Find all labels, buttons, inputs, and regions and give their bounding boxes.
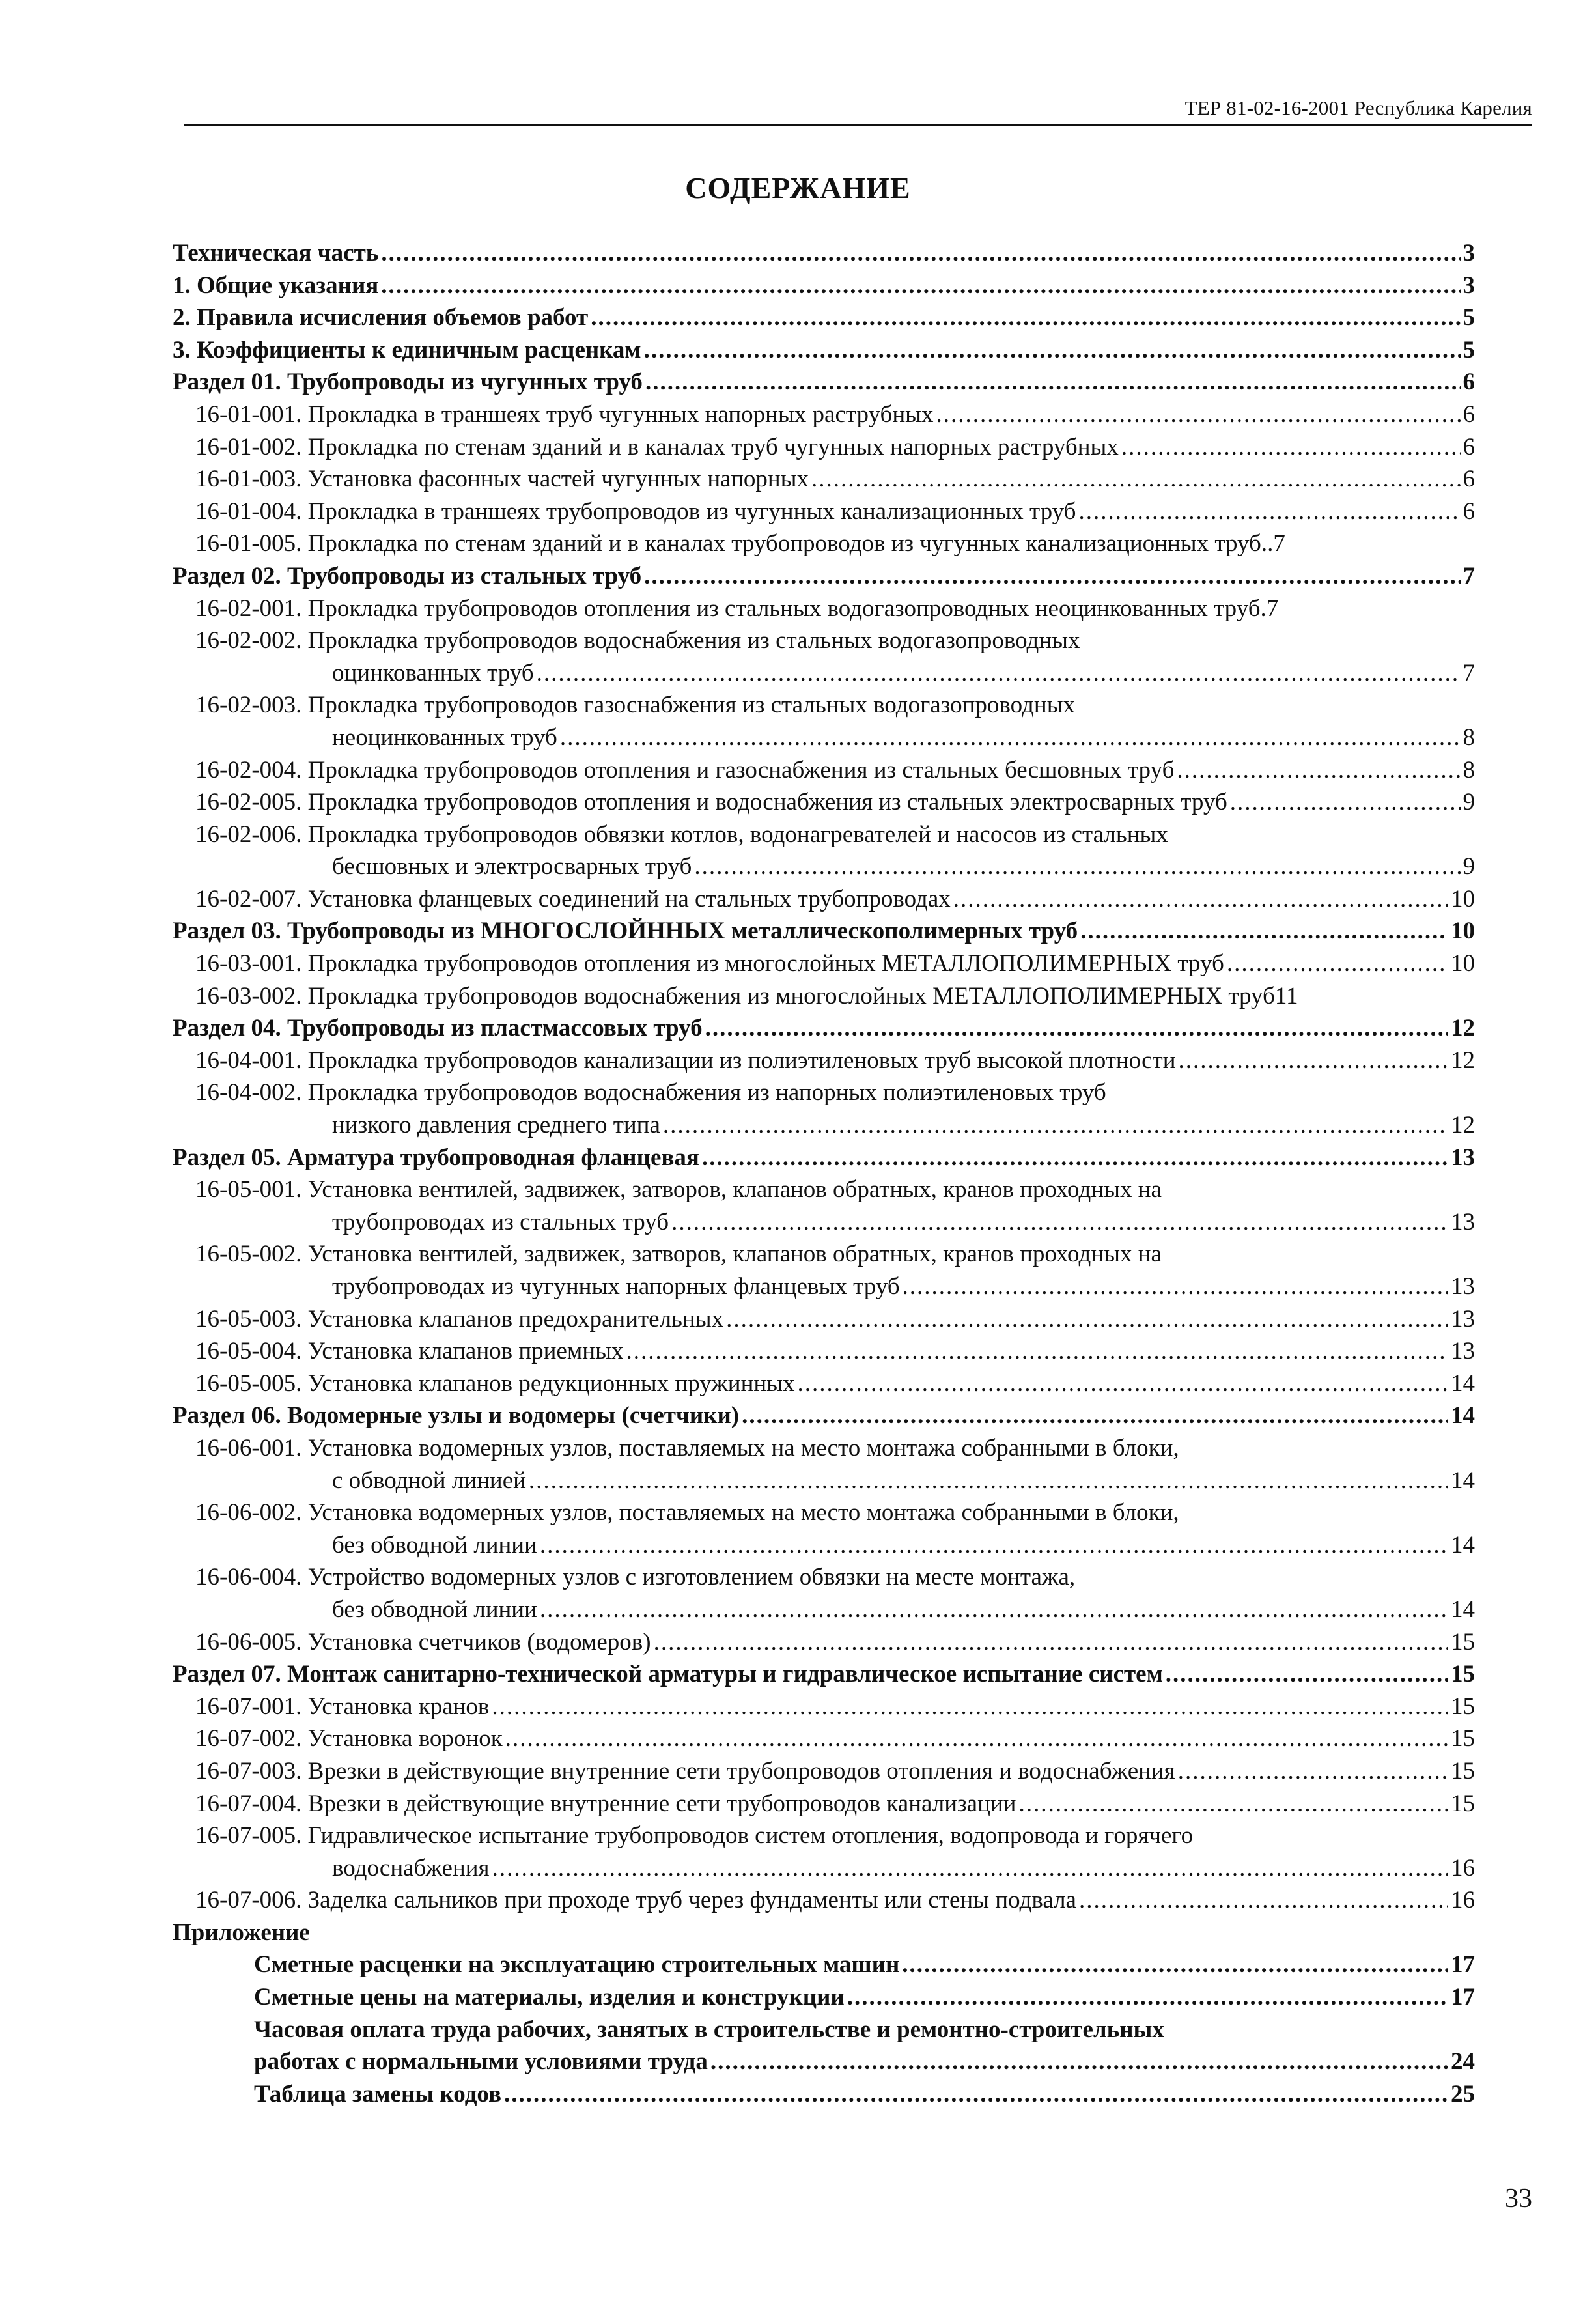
toc-dot-leader	[644, 560, 1460, 593]
toc-entry	[173, 1303, 1475, 1336]
toc-entry	[173, 1788, 1475, 1820]
toc-entry	[173, 463, 1475, 496]
toc-entry	[173, 689, 1475, 722]
toc-entry-title: 16-05-003. Установка клапанов предохранительных	[195, 1305, 724, 1332]
toc-entry-page: 12	[1451, 1015, 1475, 1042]
toc-entry-title: 1. Общие указания	[173, 272, 379, 299]
toc-entry-page: 3	[1463, 240, 1475, 266]
toc-entry	[173, 786, 1475, 819]
toc-entry	[173, 560, 1475, 593]
toc-entry-title: 16-07-005. Гидравлическое испытание трубопроводов систем отопления, водопровода и горячего	[195, 1822, 1194, 1850]
toc-entry-title: Раздел 02. Трубопроводы из стальных труб	[173, 562, 642, 589]
page-number: 33	[1505, 2184, 1532, 2214]
page-title: СОДЕРЖАНИЕ	[685, 171, 911, 204]
toc-entry-title: с обводной линией	[332, 1467, 526, 1494]
toc-dot-leader	[694, 851, 1460, 883]
toc-entry-page: 6	[1463, 498, 1475, 525]
toc-entry	[173, 1723, 1475, 1755]
toc-dot-leader	[645, 366, 1461, 399]
toc-entry	[173, 593, 1475, 625]
toc-entry	[173, 1755, 1475, 1788]
toc-entry-page: 12	[1451, 1112, 1475, 1139]
toc-entry-page: 14	[1451, 1531, 1475, 1558]
toc-entry-title: 16-07-004. Врезки в действующие внутренние сети трубопроводов канализации	[195, 1790, 1016, 1817]
toc-dot-leader	[936, 399, 1461, 431]
toc-entry-title: Раздел 07. Монтаж санитарно-технической арматуры и гидравлическое испытание систем	[173, 1661, 1163, 1688]
toc-entry	[173, 754, 1475, 787]
toc-dot-leader	[1178, 1755, 1448, 1788]
toc-entry-title: без обводной линии	[332, 1596, 537, 1623]
toc-entry-page: 13	[1451, 1273, 1475, 1300]
toc-entry	[173, 334, 1475, 367]
toc-entry-page: 5	[1463, 336, 1475, 363]
toc-dot-leader	[811, 463, 1460, 496]
toc-entry-title: 16-01-003. Установка фасонных частей чугунных напорных	[195, 466, 809, 493]
toc-entry-title: 2. Правила исчисления объемов работ	[173, 304, 589, 331]
toc-entry-page: 14	[1451, 1596, 1475, 1623]
toc-entry-page: 13	[1451, 1208, 1475, 1235]
toc-entry-page: 10	[1451, 950, 1475, 978]
toc-dot-leader	[1227, 948, 1448, 980]
toc-entry-title: 16-04-002. Прокладка трубопроводов водоснабжения из напорных полиэтиленовых труб	[195, 1079, 1106, 1106]
toc-entry-title: 16-06-002. Установка водомерных узлов, поставляемых на место монтажа собранными в блоки,	[195, 1499, 1179, 1527]
toc-entry-title: Часовая оплата труда рабочих, занятых в строительстве и ремонтно-строительных	[254, 2016, 1164, 2043]
toc-entry	[173, 2078, 1475, 2111]
toc-dot-leader	[1080, 915, 1448, 948]
toc-dot-leader	[1079, 1884, 1448, 1917]
toc-dot-leader	[953, 883, 1448, 916]
toc-dot-leader	[671, 1206, 1448, 1239]
toc-entry-page: 6	[1463, 433, 1475, 460]
toc-dot-leader	[381, 237, 1460, 270]
toc-dot-leader	[537, 657, 1461, 690]
toc-entry	[173, 2046, 1475, 2078]
toc-entry	[173, 1109, 1475, 1142]
toc-entry	[173, 1949, 1475, 1981]
toc-entry	[173, 496, 1475, 528]
toc-entry-title: Сметные расценки на эксплуатацию строительных машин	[254, 1951, 900, 1979]
toc-entry-page: 16	[1451, 1854, 1475, 1881]
toc-entry-title: 16-05-001. Установка вентилей, задвижек, затворов, клапанов обратных, кранов проходных на	[195, 1176, 1162, 1204]
toc-entry-page: 8	[1463, 756, 1475, 783]
toc-dot-leader	[1166, 1658, 1448, 1691]
table-of-contents	[173, 237, 1475, 2110]
toc-entry-page: 13	[1451, 1305, 1475, 1332]
toc-entry	[173, 1594, 1475, 1626]
toc-entry-page: 9	[1463, 789, 1475, 816]
toc-entry	[173, 915, 1475, 948]
toc-entry-page: 15	[1451, 1628, 1475, 1656]
toc-dot-leader	[504, 2078, 1448, 2111]
toc-entry-title: 16-04-001. Прокладка трубопроводов канализации из полиэтиленовых труб высокой плотности	[195, 1047, 1176, 1074]
toc-entry	[173, 1335, 1475, 1368]
toc-dot-leader	[847, 1981, 1448, 2014]
toc-entry-title: трубопроводах из чугунных напорных фланцевых труб	[332, 1273, 900, 1300]
toc-entry-page: 10	[1451, 918, 1475, 945]
toc-entry	[173, 980, 1475, 1013]
toc-entry	[173, 819, 1475, 851]
toc-entry	[173, 1884, 1475, 1917]
toc-entry-page: 14	[1451, 1370, 1475, 1397]
toc-entry-title: 16-02-003. Прокладка трубопроводов газоснабжения из стальных водогазопроводных	[195, 692, 1076, 719]
toc-entry	[173, 1691, 1475, 1723]
toc-entry-title: Раздел 03. Трубопроводы из МНОГОСЛОЙННЫХ металлическополимерных труб	[173, 918, 1078, 945]
toc-entry	[173, 2014, 1475, 2046]
toc-dot-leader	[560, 722, 1461, 754]
toc-entry-page: 6	[1463, 369, 1475, 396]
toc-entry-title: Приложение	[173, 1919, 310, 1946]
toc-entry	[173, 1077, 1475, 1109]
toc-entry-title: 16-02-004. Прокладка трубопроводов отопления и газоснабжения из стальных бесшовных труб	[195, 756, 1175, 783]
toc-entry-page: 6	[1463, 466, 1475, 493]
toc-entry-page: ..7	[1261, 530, 1285, 557]
toc-entry-title: 16-03-001. Прокладка трубопроводов отопления из многослойных МЕТАЛЛОПОЛИМЕРНЫХ труб	[195, 950, 1224, 978]
toc-entry-title: 16-02-005. Прокладка трубопроводов отопления и водоснабжения из стальных электросварных труб	[195, 789, 1227, 816]
toc-entry-page: 15	[1451, 1725, 1475, 1753]
toc-entry-title: бесшовных и электросварных труб	[332, 853, 692, 881]
toc-entry-title: работах с нормальными условиями труда	[254, 2048, 708, 2076]
toc-dot-leader	[798, 1368, 1448, 1400]
toc-dot-leader	[1018, 1788, 1448, 1820]
toc-entry-page: 5	[1463, 304, 1475, 331]
toc-dot-leader	[381, 270, 1460, 302]
toc-entry-title: 16-05-005. Установка клапанов редукционных пружинных	[195, 1370, 795, 1397]
toc-entry-title: 16-03-002. Прокладка трубопроводов водоснабжения из многослойных МЕТАЛЛОПОЛИМЕРНЫХ труб11	[195, 982, 1298, 1009]
toc-entry-title: без обводной линии	[332, 1531, 537, 1558]
toc-entry-title: 16-01-004. Прокладка в траншеях трубопроводов из чугунных канализационных труб	[195, 498, 1076, 525]
toc-entry-title: неоцинкованных труб	[332, 724, 557, 751]
toc-entry-title: Раздел 06. Водомерные узлы и водомеры (счетчики)	[173, 1402, 740, 1430]
toc-entry-page: .7	[1260, 595, 1279, 622]
toc-dot-leader	[492, 1691, 1448, 1723]
toc-entry	[173, 270, 1475, 302]
toc-dot-leader	[540, 1594, 1448, 1626]
toc-entry-title: 16-06-004. Устройство водомерных узлов с изготовлением обвязки на месте монтажа,	[195, 1564, 1076, 1591]
toc-entry-page: 14	[1451, 1467, 1475, 1494]
toc-entry	[173, 948, 1475, 980]
toc-entry	[173, 1626, 1475, 1659]
toc-entry-page: 17	[1451, 1951, 1475, 1979]
toc-entry	[173, 1432, 1475, 1465]
toc-entry	[173, 722, 1475, 754]
toc-dot-leader	[529, 1465, 1448, 1497]
toc-entry	[173, 399, 1475, 431]
toc-entry-title: Сметные цены на материалы, изделия и конструкции	[254, 1984, 845, 2011]
toc-entry-page: 13	[1451, 1144, 1475, 1171]
toc-entry-page: 16	[1451, 1887, 1475, 1914]
toc-entry-title: 16-02-007. Установка фланцевых соединений на стальных трубопроводах	[195, 885, 951, 912]
toc-entry-title: 16-07-006. Заделка сальников при проходе труб через фундаменты или стены подвала	[195, 1887, 1076, 1914]
toc-dot-leader	[505, 1723, 1448, 1755]
toc-entry	[173, 366, 1475, 399]
toc-entry-page: 25	[1451, 2080, 1475, 2107]
toc-entry	[173, 851, 1475, 883]
header-rule	[184, 124, 1532, 126]
toc-entry	[173, 1400, 1475, 1432]
toc-entry-page: 15	[1451, 1661, 1475, 1688]
toc-entry-title: 16-07-002. Установка воронок	[195, 1725, 503, 1753]
toc-entry-title: 16-02-002. Прокладка трубопроводов водоснабжения из стальных водогазопроводных	[195, 627, 1080, 655]
toc-entry-title: 3. Коэффициенты к единичным расценкам	[173, 336, 641, 363]
toc-entry	[173, 1174, 1475, 1206]
toc-dot-leader	[710, 2046, 1448, 2078]
toc-entry-page: 12	[1451, 1047, 1475, 1074]
toc-dot-leader	[654, 1626, 1448, 1659]
toc-dot-leader	[663, 1109, 1448, 1142]
toc-entry-title: Таблица замены кодов	[254, 2080, 501, 2107]
toc-dot-leader	[726, 1303, 1448, 1336]
toc-dot-leader	[1121, 431, 1461, 464]
toc-entry	[173, 1368, 1475, 1400]
toc-entry-page: 15	[1451, 1757, 1475, 1784]
toc-entry	[173, 1238, 1475, 1271]
document-code-header: ТЕР 81-02-16-2001 Республика Карелия	[1184, 96, 1532, 119]
toc-entry-page: 13	[1451, 1338, 1475, 1365]
toc-entry-page: 7	[1463, 659, 1475, 686]
toc-entry-title: 16-07-001. Установка кранов	[195, 1693, 490, 1720]
toc-entry-title: Раздел 01. Трубопроводы из чугунных труб	[173, 369, 643, 396]
toc-entry	[173, 1206, 1475, 1239]
toc-dot-leader	[644, 334, 1461, 367]
toc-entry-page: 3	[1463, 272, 1475, 299]
toc-entry-title: Раздел 04. Трубопроводы из пластмассовых труб	[173, 1015, 703, 1042]
toc-entry-title: 16-02-001. Прокладка трубопроводов отопления из стальных водогазопроводных неоцинкованных труб	[195, 595, 1261, 622]
toc-entry-page: 24	[1451, 2048, 1475, 2076]
toc-dot-leader	[705, 1012, 1448, 1045]
toc-entry	[173, 1465, 1475, 1497]
toc-entry-title: 16-01-002. Прокладка по стенам зданий и в каналах труб чугунных напорных раструбных	[195, 433, 1119, 460]
toc-entry	[173, 625, 1475, 657]
toc-dot-leader	[902, 1949, 1448, 1981]
toc-entry	[173, 302, 1475, 334]
toc-entry-title: 16-01-001. Прокладка в траншеях труб чугунных напорных раструбных	[195, 401, 934, 428]
toc-entry-title: 16-06-001. Установка водомерных узлов, поставляемых на место монтажа собранными в блоки,	[195, 1434, 1179, 1461]
toc-dot-leader	[1179, 1045, 1449, 1077]
toc-entry-title: 16-01-005. Прокладка по стенам зданий и в каналах трубопроводов из чугунных канализационных труб	[195, 530, 1261, 557]
toc-dot-leader	[492, 1852, 1448, 1885]
toc-dot-leader	[540, 1529, 1448, 1562]
toc-entry-title: трубопроводах из стальных труб	[332, 1208, 669, 1235]
toc-entry-title: оцинкованных труб	[332, 659, 534, 686]
toc-dot-leader	[591, 302, 1460, 334]
toc-entry-title: 16-05-002. Установка вентилей, задвижек, затворов, клапанов обратных, кранов проходных на	[195, 1241, 1162, 1268]
toc-entry	[173, 237, 1475, 270]
toc-entry-page: 6	[1463, 401, 1475, 428]
toc-entry-title: низкого давления среднего типа	[332, 1112, 660, 1139]
toc-entry-page: 10	[1451, 885, 1475, 912]
toc-entry	[173, 883, 1475, 916]
toc-dot-leader	[1079, 496, 1461, 528]
toc-entry-page: 15	[1451, 1790, 1475, 1817]
toc-entry	[173, 1658, 1475, 1691]
toc-dot-leader	[1230, 786, 1461, 819]
toc-dot-leader	[626, 1335, 1448, 1368]
toc-dot-leader	[702, 1142, 1448, 1174]
toc-entry-title: 16-07-003. Врезки в действующие внутренние сети трубопроводов отопления и водоснабжения	[195, 1757, 1175, 1784]
toc-entry	[173, 1561, 1475, 1594]
toc-dot-leader	[903, 1271, 1448, 1303]
toc-entry-page: 17	[1451, 1984, 1475, 2011]
toc-entry	[173, 657, 1475, 690]
toc-entry	[173, 1142, 1475, 1174]
toc-entry	[173, 1981, 1475, 2014]
toc-entry	[173, 1852, 1475, 1885]
toc-entry	[173, 1917, 1475, 1949]
toc-entry	[173, 1820, 1475, 1852]
toc-entry-page: 14	[1451, 1402, 1475, 1430]
toc-entry	[173, 1012, 1475, 1045]
toc-entry	[173, 528, 1475, 560]
toc-entry-title: 16-05-004. Установка клапанов приемных	[195, 1338, 624, 1365]
toc-entry-page: 7	[1463, 562, 1475, 589]
toc-entry	[173, 1529, 1475, 1562]
toc-entry-title: 16-06-005. Установка счетчиков (водомеров)	[195, 1628, 651, 1656]
toc-dot-leader	[742, 1400, 1448, 1432]
toc-entry	[173, 1271, 1475, 1303]
toc-entry	[173, 1497, 1475, 1529]
toc-entry-title: 16-02-006. Прокладка трубопроводов обвязки котлов, водонагревателей и насосов из стальных	[195, 821, 1168, 848]
toc-entry-title: Раздел 05. Арматура трубопроводная фланцевая	[173, 1144, 699, 1171]
toc-entry-page: 9	[1463, 853, 1475, 881]
toc-entry-title: Техническая часть	[173, 240, 379, 266]
toc-entry-page: 15	[1451, 1693, 1475, 1720]
toc-entry	[173, 431, 1475, 464]
toc-dot-leader	[1177, 754, 1460, 787]
toc-entry-title: водоснабжения	[332, 1854, 490, 1881]
toc-entry	[173, 1045, 1475, 1077]
toc-entry-page: 8	[1463, 724, 1475, 751]
